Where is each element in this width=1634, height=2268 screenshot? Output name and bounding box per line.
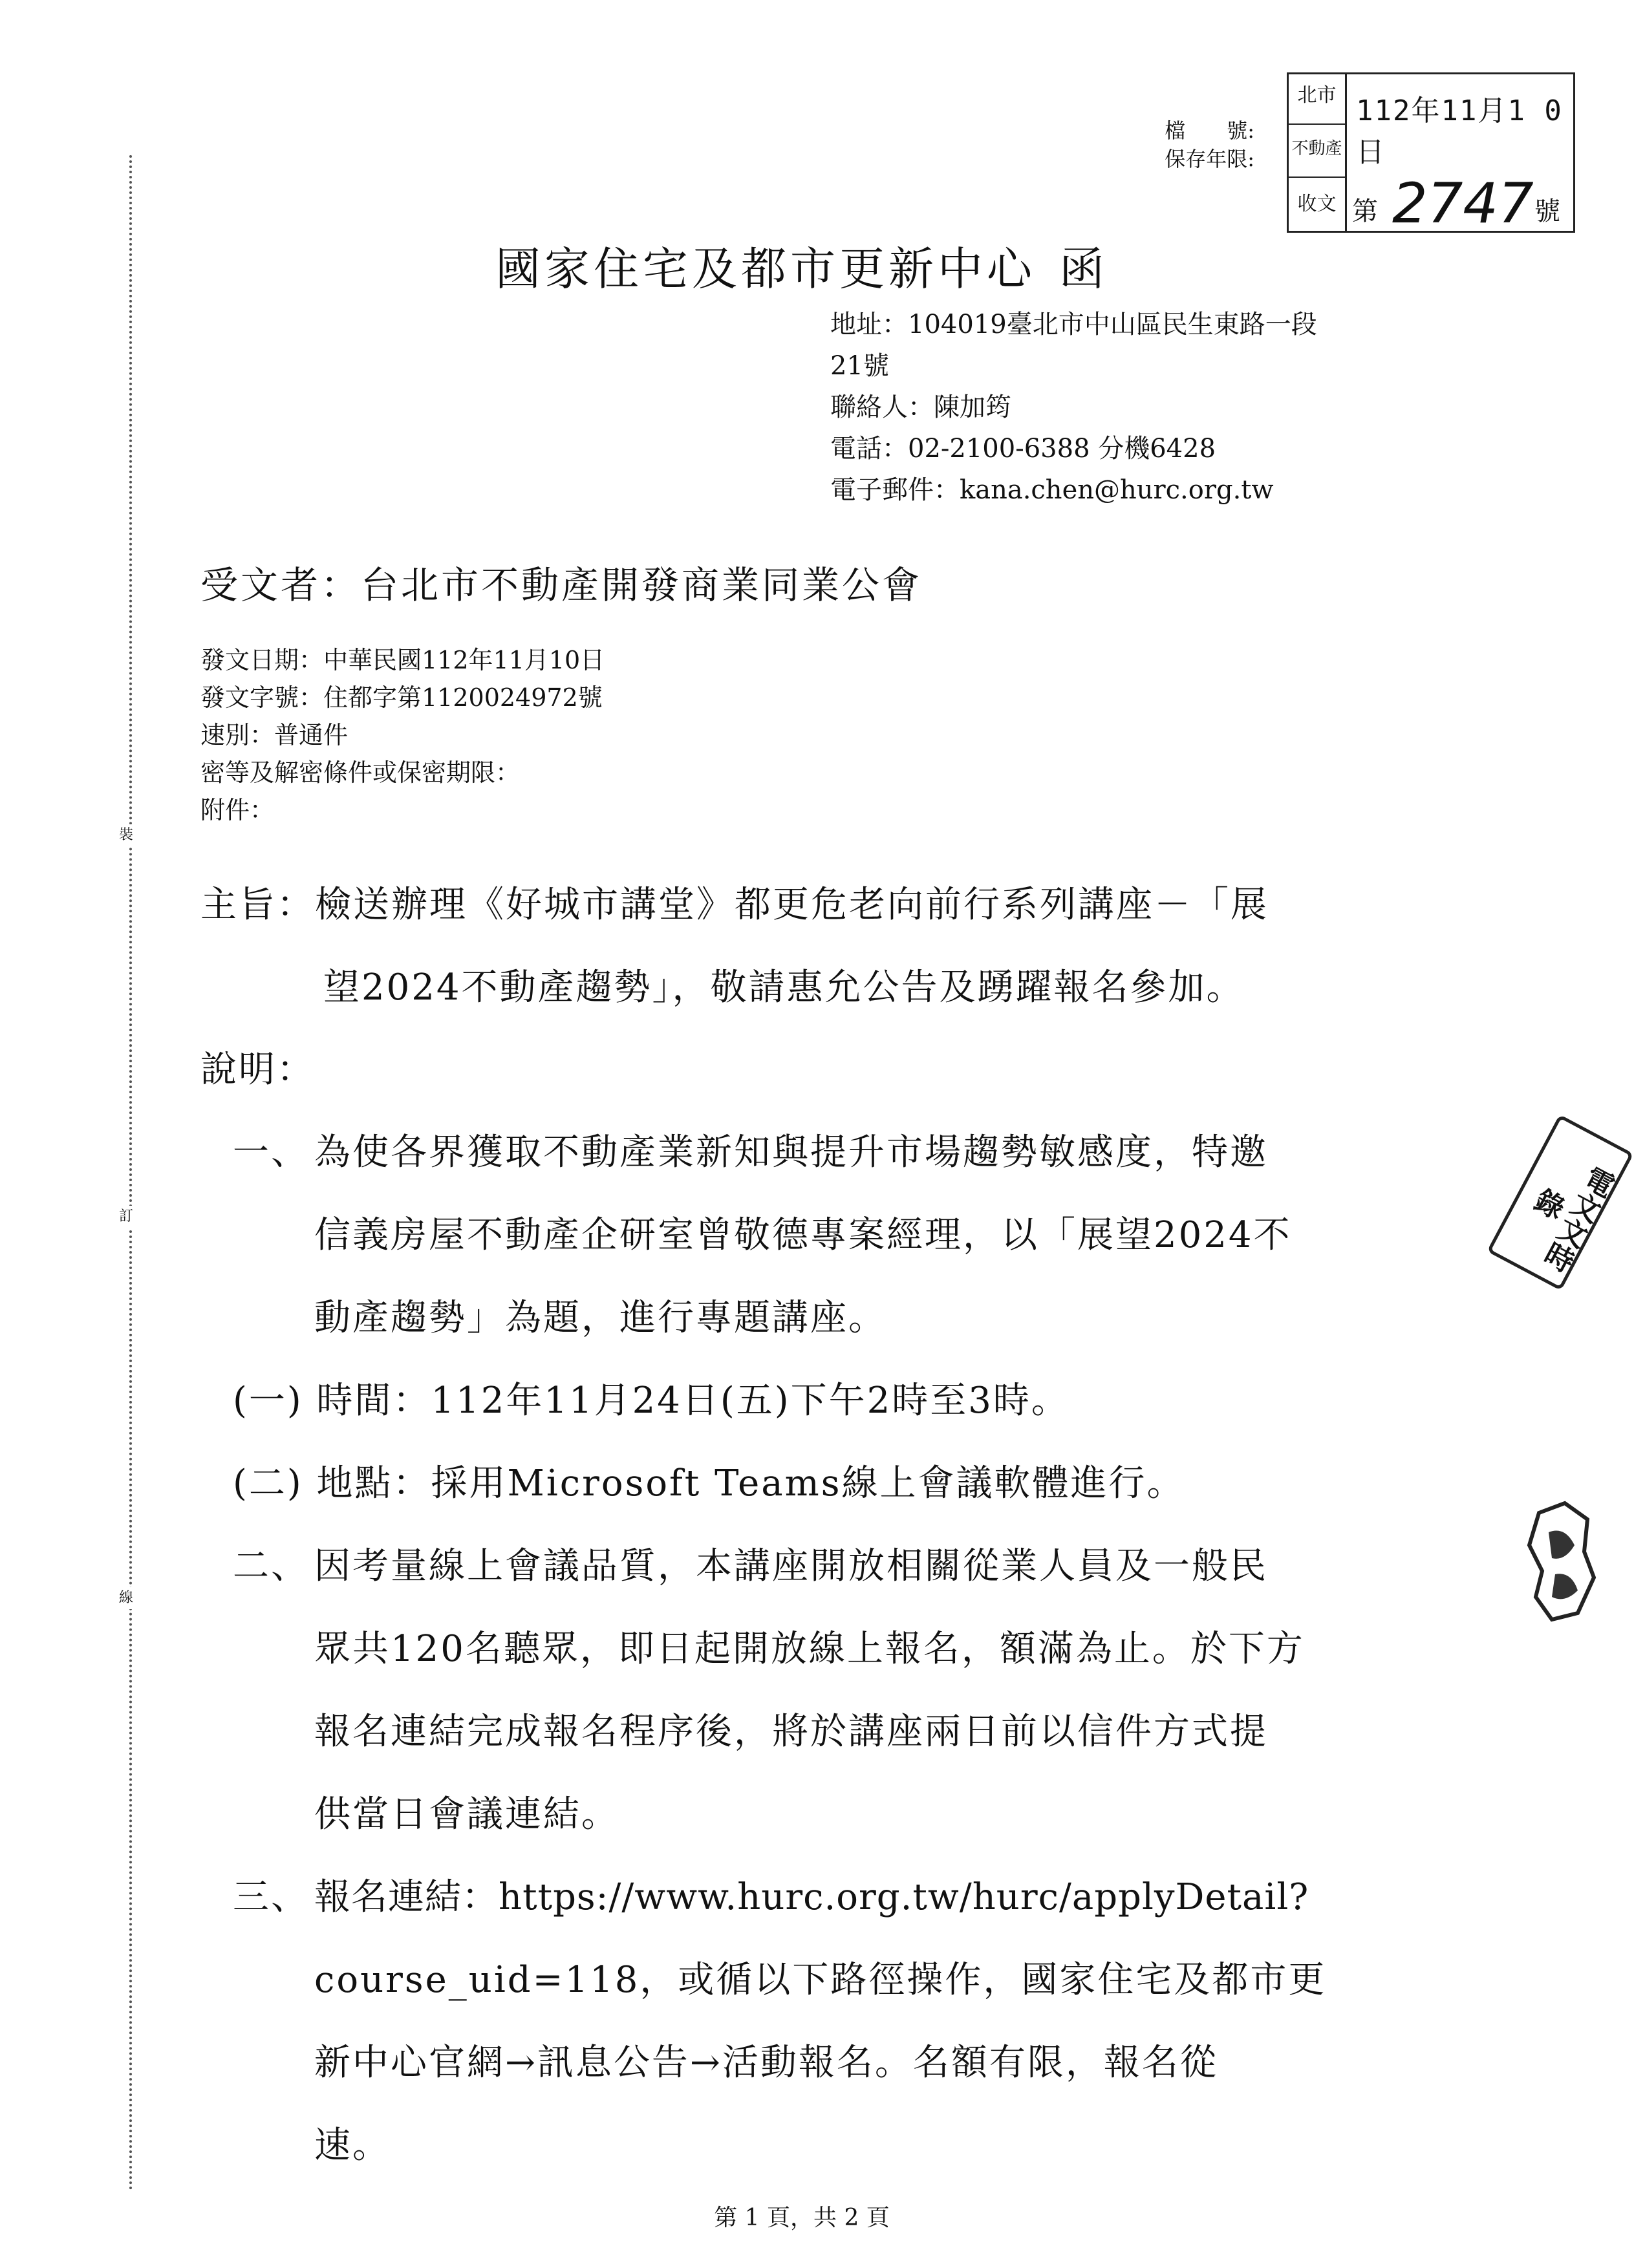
- recipient: 受文者：台北市不動產開發商業同業公會: [200, 563, 923, 607]
- item-3-line-4: 速。: [314, 2124, 391, 2166]
- item-3-line-2: course_uid=118，或循以下路徑操作，國家住宅及都市更: [314, 1959, 1327, 2001]
- document-meta: [200, 641, 605, 829]
- contact-email: 電子郵件：kana.chen@hurc.org.tw: [830, 475, 1274, 505]
- item-2-marker: 二、: [233, 1545, 309, 1587]
- reference-number: 發文字號：住都字第1120024972號: [200, 683, 603, 712]
- item-3-marker: 三、: [233, 1876, 309, 1918]
- receipt-stamp: [1287, 72, 1575, 236]
- contact-address-line-2: 21號: [830, 351, 889, 381]
- item-2-line-1: 因考量線上會議品質，本講座開放相關從業人員及一般民: [314, 1545, 1268, 1587]
- secrecy-level: 密等及解密條件或保密期限：: [200, 758, 521, 787]
- receipt-no-suffix: 號: [1534, 197, 1560, 226]
- file-labels: [1119, 116, 1254, 173]
- item-2-line-3: 報名連結完成報名程序後，將於講座兩日前以信件方式提: [314, 1711, 1268, 1753]
- issue-date: 發文日期：中華民國112年11月10日: [200, 646, 605, 674]
- document-type: 函: [1059, 242, 1108, 295]
- explanation-heading: 說明：: [200, 1049, 315, 1091]
- document-title: [0, 233, 1604, 298]
- contact-person: 聯絡人：陳加筠: [830, 392, 1011, 422]
- receipt-stamp-dept: 不動產: [1289, 125, 1347, 178]
- receipt-stamp-date: 112年11月1 0日: [1356, 94, 1563, 169]
- item-1-line-3: 動產趨勢」為題，進行專題講座。: [314, 1297, 887, 1339]
- file-number-label: 檔 號:: [1165, 118, 1254, 143]
- item-2-line-4: 供當日會議連結。: [314, 1793, 619, 1835]
- issuing-organization: 國家住宅及都市更新中心: [495, 242, 1036, 295]
- receipt-stamp-type: 收文: [1289, 178, 1347, 231]
- sender-contact: [830, 304, 1451, 511]
- item-1-marker: 一、: [233, 1131, 309, 1173]
- retention-label: 保存年限:: [1165, 147, 1254, 171]
- sub-item-time: (一) 時間：112年11月24日(五)下午2時至3時。: [233, 1380, 1070, 1422]
- receipt-stamp-city: 北市: [1289, 74, 1347, 125]
- smudge-stamp-mark: [1526, 1500, 1597, 1623]
- item-2-line-2: 眾共120名聽眾，即日起開放線上報名，額滿為止。於下方: [314, 1628, 1305, 1670]
- item-3-line-3: 新中心官網→訊息公告→活動報名。名額有限，報名從: [314, 2042, 1218, 2084]
- item-1-line-1: 為使各界獲取不動產業新知與提升市場趨勢敏感度，特邀: [314, 1131, 1268, 1173]
- contact-address-line-1: 地址：104019臺北市中山區民生東路一段: [830, 310, 1317, 339]
- receipt-number: 2747: [1392, 171, 1534, 236]
- contact-phone: 電話：02-2100-6388 分機6428: [830, 434, 1216, 464]
- subject-line-2: 望2024不動產趨勢」，敬請惠允公告及踴躍報名參加。: [323, 967, 1245, 1009]
- electronic-document-stamp: 電文文時錄: [1487, 1115, 1633, 1291]
- page-number: 第 1 頁，共 2 頁: [714, 2205, 890, 2231]
- registration-link[interactable]: 報名連結：https://www.hurc.org.tw/hurc/applyDetail?: [314, 1876, 1309, 1918]
- subject-line-1: 主旨：檢送辦理《好城市講堂》都更危老向前行系列講座－「展: [200, 884, 1269, 926]
- attachment: 附件：: [200, 796, 275, 824]
- binding-mark-middle: 訂: [119, 1206, 133, 1228]
- sub-item-venue: (二) 地點：採用Microsoft Teams線上會議軟體進行。: [233, 1462, 1185, 1504]
- item-1-line-2: 信義房屋不動產企研室曾敬德專案經理，以「展望2024不: [314, 1214, 1292, 1256]
- speed-class: 速別：普通件: [200, 721, 349, 749]
- receipt-no-prefix: 第: [1352, 197, 1378, 226]
- binding-margin-line: [129, 155, 132, 2192]
- binding-mark-top: 裝: [119, 824, 133, 846]
- binding-mark-bottom: 線: [119, 1587, 133, 1609]
